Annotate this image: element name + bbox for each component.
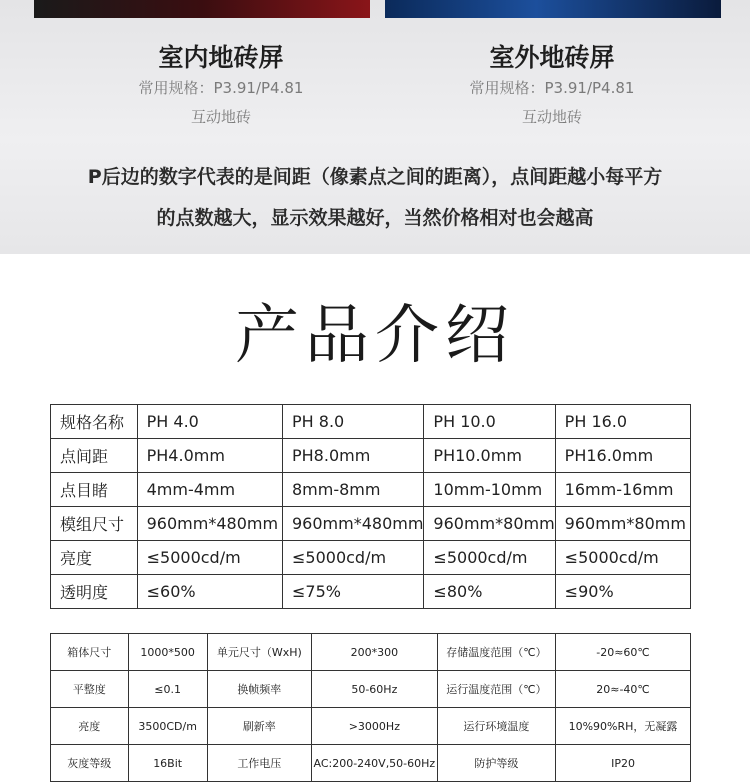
param-table-cell: >3000Hz	[311, 708, 437, 745]
param-table-cell: 单元尺寸（WxH)	[207, 634, 311, 671]
param-table-cell: IP20	[556, 745, 691, 782]
spec-table-cell: ≤5000cd/m	[283, 541, 424, 575]
spec-table-cell: 8mm-8mm	[283, 473, 424, 507]
pitch-note-line-1: P后边的数字代表的是间距（像素点之间的距离），点间距越小每平方	[87, 166, 663, 188]
spec-table-cell: ≤60%	[137, 575, 282, 609]
spec-table-cell: 10mm-10mm	[424, 473, 555, 507]
spec-table-cell: PH4.0mm	[137, 439, 282, 473]
param-table-row	[51, 708, 691, 745]
spec-table-row	[51, 473, 691, 507]
spec-table-cell: PH10.0mm	[424, 439, 555, 473]
spec-table-cell: PH 16.0	[555, 405, 690, 439]
param-table-cell: 灰度等级	[51, 745, 129, 782]
spec-table-cell: 亮度	[51, 541, 138, 575]
param-table-cell: 工作电压	[207, 745, 311, 782]
outdoor-subtitle: 互动地砖	[521, 108, 582, 126]
spec-table-cell: PH 10.0	[424, 405, 555, 439]
spec-table	[50, 404, 691, 609]
spec-table-cell: 点间距	[51, 439, 138, 473]
section-title: 产品介绍	[235, 299, 515, 373]
param-table-cell: AC:200-240V,50-60Hz	[311, 745, 437, 782]
param-table-cell: 存储温度范围（℃）	[437, 634, 555, 671]
param-table-cell: ≤0.1	[128, 671, 207, 708]
spec-table-cell: 4mm-4mm	[137, 473, 282, 507]
spec-table-cell: ≤5000cd/m	[424, 541, 555, 575]
param-table-cell: 换帧频率	[207, 671, 311, 708]
spec-table-cell: ≤5000cd/m	[555, 541, 690, 575]
param-table-cell: 1000*500	[128, 634, 207, 671]
spec-table-row	[51, 439, 691, 473]
spec-table-cell: ≤75%	[283, 575, 424, 609]
param-table-row	[51, 745, 691, 782]
param-table	[50, 633, 691, 782]
spec-table-row	[51, 405, 691, 439]
spec-table-cell: 规格名称	[51, 405, 138, 439]
param-table-cell: 50-60Hz	[311, 671, 437, 708]
param-table-cell: 平整度	[51, 671, 129, 708]
param-table-cell: 箱体尺寸	[51, 634, 129, 671]
spec-table-cell: 960mm*80mm	[555, 507, 690, 541]
param-table-cell: 10%90%RH，无凝露	[556, 708, 691, 745]
spec-table-cell: 960mm*480mm	[283, 507, 424, 541]
indoor-screen-image	[34, 0, 370, 18]
spec-table-cell: 点目睹	[51, 473, 138, 507]
spec-table-cell: ≤80%	[424, 575, 555, 609]
top-banner	[0, 0, 750, 254]
outdoor-spec: 常用规格：P3.91/P4.81	[469, 79, 635, 97]
indoor-title: 室内地砖屏	[158, 43, 284, 72]
indoor-subtitle: 互动地砖	[190, 108, 251, 126]
spec-table-cell: PH16.0mm	[555, 439, 690, 473]
param-table-cell: 运行环境温度	[437, 708, 555, 745]
spec-table-cell: PH 8.0	[283, 405, 424, 439]
param-table-cell: 16Bit	[128, 745, 207, 782]
param-table-cell: 20≈-40℃	[556, 671, 691, 708]
pitch-note-line-2: 的点数越大，显示效果越好，当然价格相对也会越高	[156, 207, 594, 229]
param-table-cell: 3500CD/m	[128, 708, 207, 745]
param-table-cell: 亮度	[51, 708, 129, 745]
param-table-cell: -20≈60℃	[556, 634, 691, 671]
spec-table-row	[51, 507, 691, 541]
spec-table-cell: 模组尺寸	[51, 507, 138, 541]
spec-table-cell: 16mm-16mm	[555, 473, 690, 507]
param-table-cell: 200*300	[311, 634, 437, 671]
param-table-cell: 防护等级	[437, 745, 555, 782]
spec-table-cell: 960mm*480mm	[137, 507, 282, 541]
param-table-cell: 运行温度范围（℃）	[437, 671, 555, 708]
outdoor-screen-image	[385, 0, 721, 18]
spec-table-cell: PH 4.0	[137, 405, 282, 439]
spec-table-cell: 透明度	[51, 575, 138, 609]
param-table-cell: 刷新率	[207, 708, 311, 745]
spec-table-cell: 960mm*80mm	[424, 507, 555, 541]
spec-table-cell: ≤5000cd/m	[137, 541, 282, 575]
outdoor-title: 室外地砖屏	[489, 43, 615, 72]
param-table-row	[51, 671, 691, 708]
spec-table-cell: PH8.0mm	[283, 439, 424, 473]
spec-table-row	[51, 541, 691, 575]
indoor-spec: 常用规格：P3.91/P4.81	[138, 79, 304, 97]
spec-table-row	[51, 575, 691, 609]
spec-table-cell: ≤90%	[555, 575, 690, 609]
param-table-row	[51, 634, 691, 671]
